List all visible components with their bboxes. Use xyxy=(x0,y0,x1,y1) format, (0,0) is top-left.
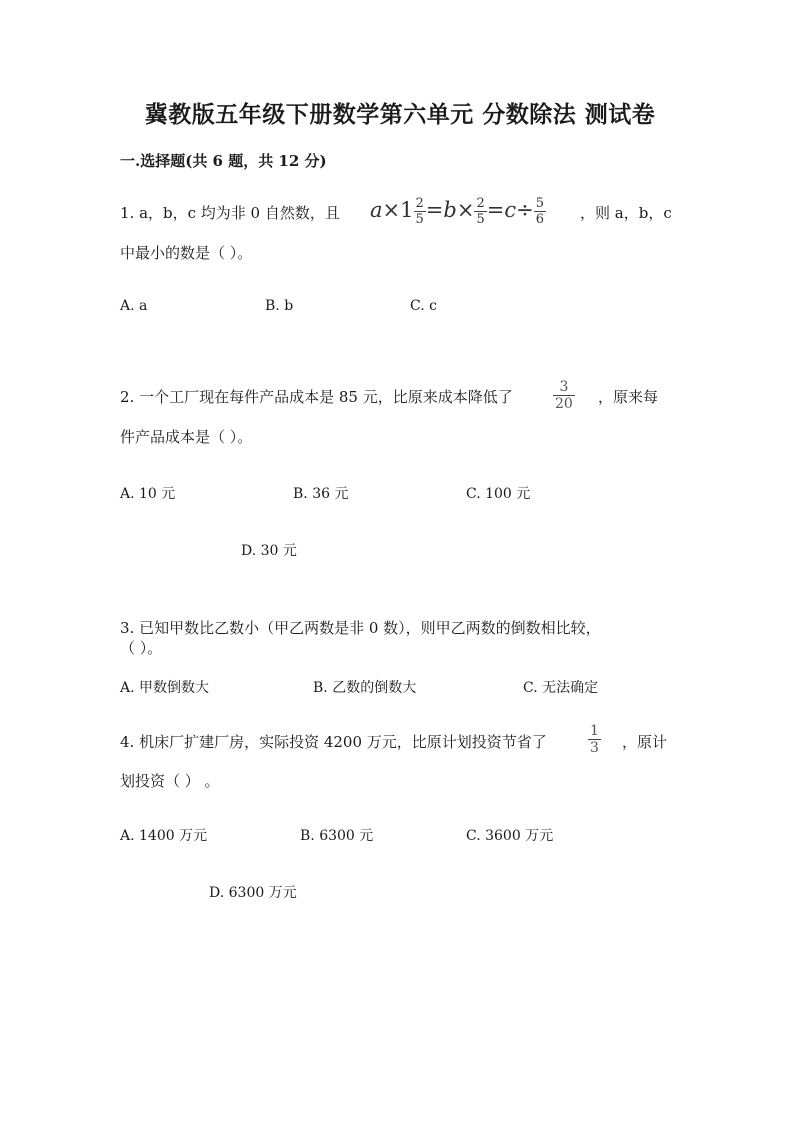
fraction-3-20: $\frac{3}{20}$ xyxy=(555,379,573,412)
fraction-5-6: $\frac{5}{6}$ xyxy=(535,196,545,227)
question-4-line2: 划投资（ ） 。 xyxy=(120,772,220,790)
option-a[interactable]: A. a xyxy=(120,298,148,314)
question-1-text-after: ，则 a，b，c xyxy=(580,204,672,222)
question-2-line2: 件产品成本是（ ）。 xyxy=(120,428,253,446)
times-sign: × xyxy=(382,198,401,222)
question-3-text: 3. 已知甲数比乙数小（甲乙两数是非 0 数），则甲乙两数的倒数相比较， xyxy=(120,619,601,637)
option-b[interactable]: B. 6300 元 xyxy=(300,828,374,844)
var-a: a xyxy=(370,198,383,222)
var-b: b xyxy=(443,198,457,222)
question-1-formula xyxy=(370,197,546,226)
section-header: 一.选择题(共 6 题，共 12 分) xyxy=(120,152,327,170)
divide-sign: ÷ xyxy=(516,198,534,222)
option-c[interactable]: C. 3600 万元 xyxy=(466,828,554,844)
option-b[interactable]: B. 乙数的倒数大 xyxy=(313,680,417,696)
question-3-line2: （ ）。 xyxy=(120,639,163,657)
option-c[interactable]: C. c xyxy=(410,298,437,314)
equals-sign: = xyxy=(425,198,444,222)
question-4-text-after: ，原计 xyxy=(622,733,668,751)
option-a[interactable]: A. 甲数倒数大 xyxy=(120,680,210,696)
times-sign: × xyxy=(456,198,475,222)
var-c: c xyxy=(504,198,517,222)
fraction-2-5: $\frac{2}{5}$ xyxy=(476,196,485,227)
option-c[interactable]: C. 100 元 xyxy=(466,486,531,502)
whole-number: 1 xyxy=(400,198,414,222)
question-2-text: 2. 一个工厂现在每件产品成本是 85 元，比原来成本降低了 xyxy=(120,388,513,406)
page-title: 冀教版五年级下册数学第六单元 分数除法 测试卷 xyxy=(144,101,656,128)
fraction-1-3: $\frac{1}{3}$ xyxy=(590,723,599,756)
equals-sign: = xyxy=(486,198,505,222)
option-c[interactable]: C. 无法确定 xyxy=(523,680,599,696)
option-d[interactable]: D. 30 元 xyxy=(241,543,297,559)
option-a[interactable]: A. 10 元 xyxy=(120,486,176,502)
fraction-2-5: $\frac{2}{5}$ xyxy=(415,196,424,227)
question-4-text: 4. 机床厂扩建厂房，实际投资 4200 万元，比原计划投资节省了 xyxy=(120,733,547,751)
option-b[interactable]: B. b xyxy=(265,298,294,314)
option-d[interactable]: D. 6300 万元 xyxy=(209,885,297,901)
option-a[interactable]: A. 1400 万元 xyxy=(120,828,208,844)
question-1-text: 1. a，b，c 均为非 0 自然数，且 xyxy=(120,204,340,222)
question-1-line2: 中最小的数是（ ）。 xyxy=(120,244,253,262)
question-2-text-after: ，原来每 xyxy=(598,388,659,406)
option-b[interactable]: B. 36 元 xyxy=(293,486,349,502)
